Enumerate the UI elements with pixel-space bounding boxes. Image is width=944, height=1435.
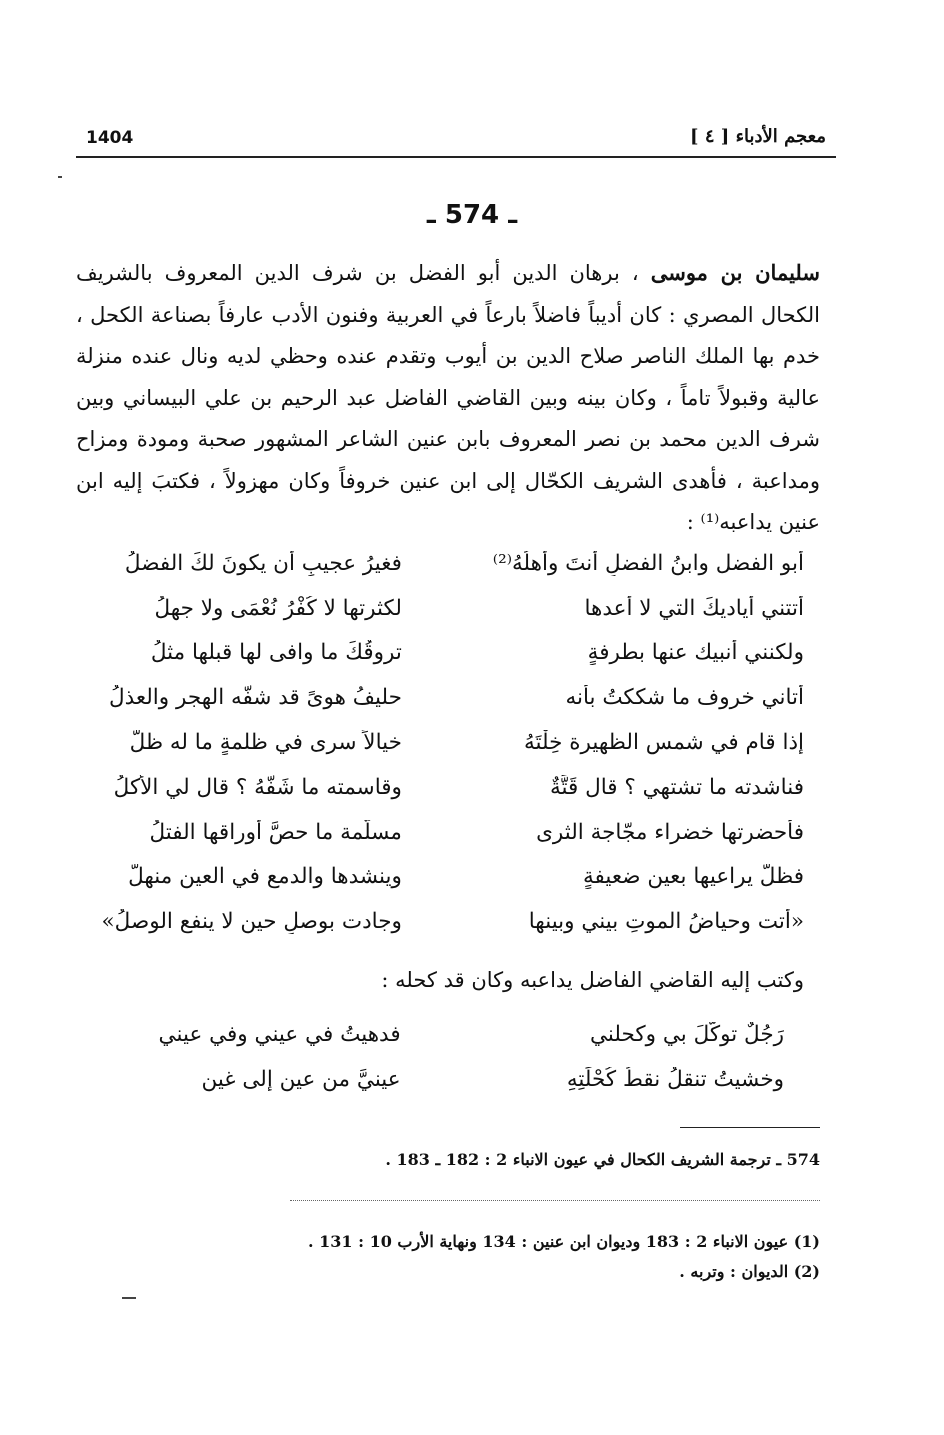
verse-line [100,855,804,900]
first-hemistich: رَجُلٌ توكَّلَ بي وكحلني [590,1021,784,1047]
transition-line: وكتب إليه القاضي الفاضل يداعبه وكان قد كحله : [381,968,804,992]
second-hemistich: تروقُكَ ما وافى لها قبلها مثلُ [150,640,402,666]
verse-line [100,675,804,720]
verse-line [100,899,804,944]
entry-name: سليمان بن موسى [650,260,820,285]
entry-text: ، برهان الدين أبو الفضل بن شرف الدين المعروف بالشريف الكحال المصري : كان أديباً فاضلاً بارعاً في العربية وفنون الأدب عارفاً بصناعة الكحل ، خدم بها الملك الناصر صلاح الدين بن أيوب وتقدم عنده وحظي لديه ونال عنده منزلة عالية وقبولاً تاماً ، وكان بينه وبين القاضي الفاضل عبد الرحيم بن علي البيساني وبين شرف الدين محمد بن نصر المعروف بابن عنين الشاعر المشهور صحبة ومودة ومزاح ومداعبة ، فأهدى الشريف الكحّال إلى ابن عنين خروفاً وكان مهزولاً ، فكتبَ إليه ابن عنين يداعبه⁽¹⁾ : [76,261,820,534]
verse-line [100,541,804,586]
footnote-divider [290,1200,820,1201]
second-hemistich: وينشدها والدمع في العين منهلُّ [128,864,402,890]
second-hemistich: وقاسمته ما شَفَّهُ ؟ قال لي الأكلُ [113,774,402,800]
scan-mark [122,1297,136,1299]
second-hemistich: فغيرُ عجيبٍ أن يكونَ لكَ الفضلُ [124,550,402,576]
verse-line [116,1012,784,1057]
header-rule [76,156,836,158]
first-hemistich: فظلَّ يراعيها بعينٍ ضعيفةٍ [582,864,804,890]
poem-2 [116,1012,784,1102]
first-hemistich: وخشيتُ تنقلُ نقطُ كُحْلَتِهِ [566,1066,784,1092]
first-hemistich: فأحضرتها خضراء مجّاجة الثرى [536,819,804,845]
first-hemistich: أتاني خروف ما شككتُ بأنه [565,685,804,711]
source-footnote: 574 ـ ترجمة الشريف الكحال في عيون الانباء 2 : 182 ـ 183 . [385,1150,820,1169]
first-hemistich: إذا قام في شمسِ الظهيرة خِلْتَهُ [524,730,804,756]
verse-line [100,720,804,765]
scan-speck [58,176,62,178]
entry-number: ـ 574 ـ [426,200,518,230]
first-hemistich: أبو الفضل وابنُ الفضلِ أنتَ وأهلُهُ⁽²⁾ [492,550,804,576]
verse-line [100,586,804,631]
first-hemistich: «أتت وحياضُ الموتِ بيني وبينها [528,909,804,935]
first-hemistich: ولكنني أنبيك عنها بطرفةٍ [587,640,804,666]
first-hemistich: فناشدته ما تشتهي ؟ قال قَتَّةٌ [549,774,804,800]
verse-line [100,765,804,810]
footnote-2: (2) الديوان : وتربه . [679,1262,820,1281]
second-hemistich: عينيَّ من عينٍ إلى غينِ [201,1066,401,1092]
footnote-1: (1) عيون الانباء 2 : 183 وديوان ابن عنين : 134 ونهاية الأرب 10 : 131 . [307,1232,820,1251]
second-hemistich: لكثرتها لا كُفْرُ نُعْمَى ولا جهلُ [154,595,402,621]
running-header-title: معجم الأدباء [ ٤ ] [690,126,826,147]
first-hemistich: أتتني أياديكَ التي لا أعدها [584,595,804,621]
entry-prose [76,252,820,544]
verse-line [100,631,804,676]
second-hemistich: مسلَّمة ما حصَّ أوراقها الفتلُ [149,819,402,845]
verse-line [100,810,804,855]
footnote-rule [680,1127,820,1128]
verse-line [116,1057,784,1102]
page-number: 1404 [86,128,134,148]
second-hemistich: خيالاً سرى في ظلمةٍ ما له ظلُّ [129,730,402,756]
second-hemistich: وجادت بوصلٍ حين لا ينفع الوصلُ» [101,909,402,935]
poem-1 [100,541,804,944]
second-hemistich: حليفُ هوىً قد شفَّه الهجر والعذلُ [108,685,402,711]
second-hemistich: فدهيتُ في عيني وفي عيني [158,1021,401,1047]
